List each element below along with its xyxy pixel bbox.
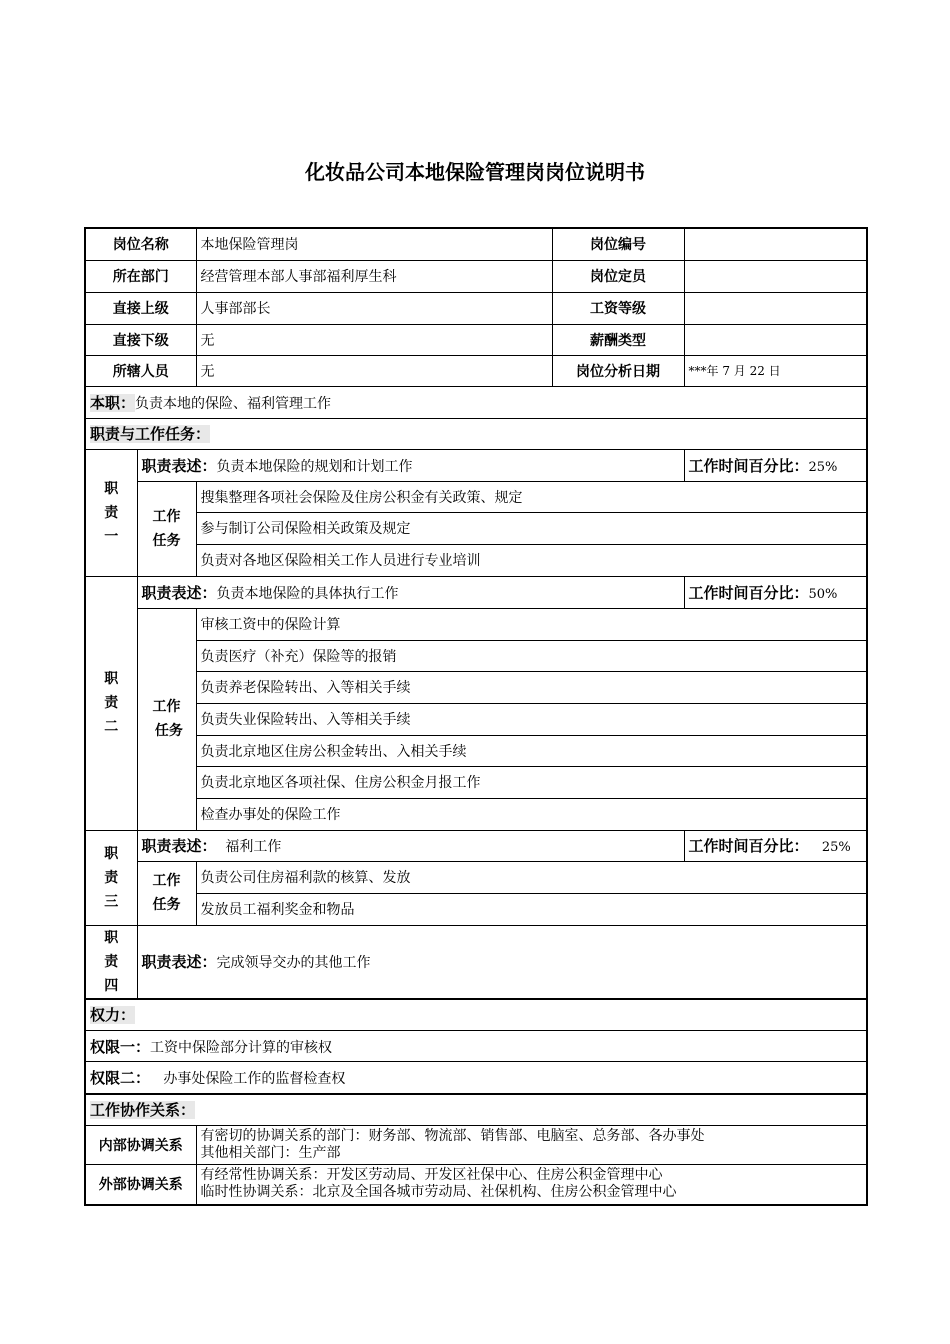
authority-2-label: 权限二： xyxy=(90,1068,151,1087)
quota-label: 岗位定员 xyxy=(552,260,684,292)
row-department xyxy=(85,260,867,292)
position-name-label: 岗位名称 xyxy=(85,228,196,260)
internal-coordination-label: 内部协调关系 xyxy=(85,1126,196,1165)
resp4-desc-value: 完成领导交办的其他工作 xyxy=(216,955,371,971)
resp2-label: 职 责 二 xyxy=(85,576,137,830)
resp4-row xyxy=(85,925,867,999)
resp3-task-label: 工作 任务 xyxy=(137,861,196,925)
resp2-task-5: 负责北京地区住房公积金转出、入相关手续 xyxy=(196,735,867,766)
resp2-pct-cell xyxy=(684,576,867,608)
resp1-desc-cell xyxy=(137,449,684,481)
resp1-task-3: 负责对各地区保险相关工作人员进行专业培训 xyxy=(196,544,867,576)
external-coordination-label: 外部协调关系 xyxy=(85,1165,196,1205)
resp1-pct-label: 工作时间百分比： xyxy=(688,456,809,475)
quota-value xyxy=(684,260,867,292)
superior-value: 人事部部长 xyxy=(196,292,552,324)
resp1-pct-cell xyxy=(684,449,867,481)
resp3-task-2: 发放员工福利奖金和物品 xyxy=(196,893,867,925)
resp3-pct-value: 25% xyxy=(821,840,851,855)
internal-coordination-row xyxy=(85,1126,867,1165)
resp1-task-row xyxy=(85,481,867,512)
staff-label: 所辖人员 xyxy=(85,355,196,386)
tasks-header: 职责与工作任务： xyxy=(90,425,211,443)
authority-1-label: 权限一： xyxy=(90,1037,151,1056)
row-subordinate xyxy=(85,324,867,355)
authority-row xyxy=(85,1031,867,1062)
resp1-task-2: 参与制订公司保险相关政策及规定 xyxy=(196,512,867,544)
resp2-task-row xyxy=(85,798,867,830)
resp3-desc-row xyxy=(85,830,867,861)
job-description-table xyxy=(84,227,868,1206)
subordinate-label: 直接下级 xyxy=(85,324,196,355)
resp3-pct-label: 工作时间百分比： xyxy=(688,837,809,855)
authority-1-value: 工资中保险部分计算的审核权 xyxy=(150,1039,333,1056)
salary-type-value xyxy=(684,324,867,355)
resp3-desc-label: 职责表述： xyxy=(141,837,217,855)
resp3-desc-cell xyxy=(137,830,684,861)
resp2-task-6: 负责北京地区各项社保、住房公积金月报工作 xyxy=(196,766,867,798)
authority-1-cell xyxy=(85,1031,867,1062)
resp1-task-label: 工作 任务 xyxy=(137,481,196,576)
external-coordination-row xyxy=(85,1165,867,1205)
resp1-pct-value: 25% xyxy=(808,459,838,475)
resp2-task-3: 负责养老保险转出、入等相关手续 xyxy=(196,671,867,703)
external-coordination-line: 有经常性协调关系：开发区劳动局、开发区社保中心、住房公积金管理中心 xyxy=(200,1167,663,1184)
duty-cell xyxy=(85,386,867,418)
resp3-task-1: 负责公司住房福利款的核算、发放 xyxy=(196,861,867,893)
resp2-task-row xyxy=(85,608,867,640)
resp3-label: 职 责 三 xyxy=(85,830,137,925)
row-duty xyxy=(85,386,867,418)
department-label: 所在部门 xyxy=(85,260,196,292)
resp2-task-2: 负责医疗（补充）保险等的报销 xyxy=(196,640,867,671)
internal-coordination-line: 有密切的协调关系的部门：财务部、物流部、销售部、电脑室、总务部、各办事处 xyxy=(200,1128,705,1144)
authority-header: 权力： xyxy=(90,1006,136,1025)
superior-label: 直接上级 xyxy=(85,292,196,324)
resp4-desc-cell xyxy=(137,925,867,999)
authority-row xyxy=(85,1062,867,1094)
resp2-pct-value: 50% xyxy=(808,586,838,602)
resp4-desc-label: 职责表述： xyxy=(141,953,217,971)
resp2-task-row xyxy=(85,671,867,703)
page-title: 化妆品公司本地保险管理岗岗位说明书 xyxy=(305,160,645,184)
resp2-desc-row xyxy=(85,576,867,608)
resp1-task-row xyxy=(85,512,867,544)
duty-label: 本职： xyxy=(90,393,136,412)
coordination-header: 工作协作关系： xyxy=(90,1101,196,1120)
internal-coordination-line: 其他相关部门：生产部 xyxy=(200,1145,341,1161)
department-value: 经营管理本部人事部福利厚生科 xyxy=(196,260,552,292)
subordinate-value: 无 xyxy=(196,324,552,355)
resp2-task-1: 审核工资中的保险计算 xyxy=(196,608,867,640)
staff-value: 无 xyxy=(196,355,552,386)
row-position-name xyxy=(85,228,867,260)
resp3-desc-value: 福利工作 xyxy=(225,839,282,855)
resp1-desc-value: 负责本地保险的规划和计划工作 xyxy=(216,458,413,475)
resp1-desc-row xyxy=(85,449,867,481)
resp3-pct-cell xyxy=(684,830,867,861)
resp1-label: 职 责 一 xyxy=(85,449,137,576)
salary-grade-label: 工资等级 xyxy=(552,292,684,324)
resp2-task-row xyxy=(85,735,867,766)
internal-coordination-value xyxy=(196,1126,867,1165)
position-code-label: 岗位编号 xyxy=(552,228,684,260)
resp2-task-row xyxy=(85,640,867,671)
authority-header-row xyxy=(85,999,867,1031)
resp2-task-7: 检查办事处的保险工作 xyxy=(196,798,867,830)
analysis-date-label: 岗位分析日期 xyxy=(552,355,684,386)
authority-header-cell xyxy=(85,999,867,1031)
resp2-task-row xyxy=(85,766,867,798)
authority-2-value: 办事处保险工作的监督检查权 xyxy=(163,1070,346,1087)
resp1-task-row xyxy=(85,544,867,576)
resp3-task-row xyxy=(85,861,867,893)
resp3-task-row xyxy=(85,893,867,925)
external-coordination-line: 临时性协调关系：北京及全国各城市劳动局、社保机构、住房公积金管理中心 xyxy=(200,1184,677,1201)
row-superior xyxy=(85,292,867,324)
resp1-desc-label: 职责表述： xyxy=(141,456,217,475)
position-code-value xyxy=(684,228,867,260)
salary-grade-value xyxy=(684,292,867,324)
coordination-header-cell xyxy=(85,1094,867,1126)
duty-value: 负责本地的保险、福利管理工作 xyxy=(135,395,332,412)
position-name-value: 本地保险管理岗 xyxy=(196,228,552,260)
resp2-desc-value: 负责本地保险的具体执行工作 xyxy=(216,585,399,602)
analysis-date-value: ***年 7 月 22 日 xyxy=(684,355,867,386)
resp1-task-1: 搜集整理各项社会保险及住房公积金有关政策、规定 xyxy=(196,481,867,512)
resp2-desc-cell xyxy=(137,576,684,608)
row-staff xyxy=(85,355,867,386)
coordination-header-row xyxy=(85,1094,867,1126)
tasks-header-cell xyxy=(85,418,867,449)
resp2-task-4: 负责失业保险转出、入等相关手续 xyxy=(196,703,867,735)
resp2-task-label: 工作 任务 xyxy=(137,608,196,830)
row-tasks-header xyxy=(85,418,867,449)
resp2-task-row xyxy=(85,703,867,735)
external-coordination-value xyxy=(196,1165,867,1205)
resp2-desc-label: 职责表述： xyxy=(141,583,217,602)
salary-type-label: 薪酬类型 xyxy=(552,324,684,355)
resp4-label: 职 责 四 xyxy=(85,925,137,999)
authority-2-cell xyxy=(85,1062,867,1094)
resp2-pct-label: 工作时间百分比： xyxy=(688,583,809,602)
